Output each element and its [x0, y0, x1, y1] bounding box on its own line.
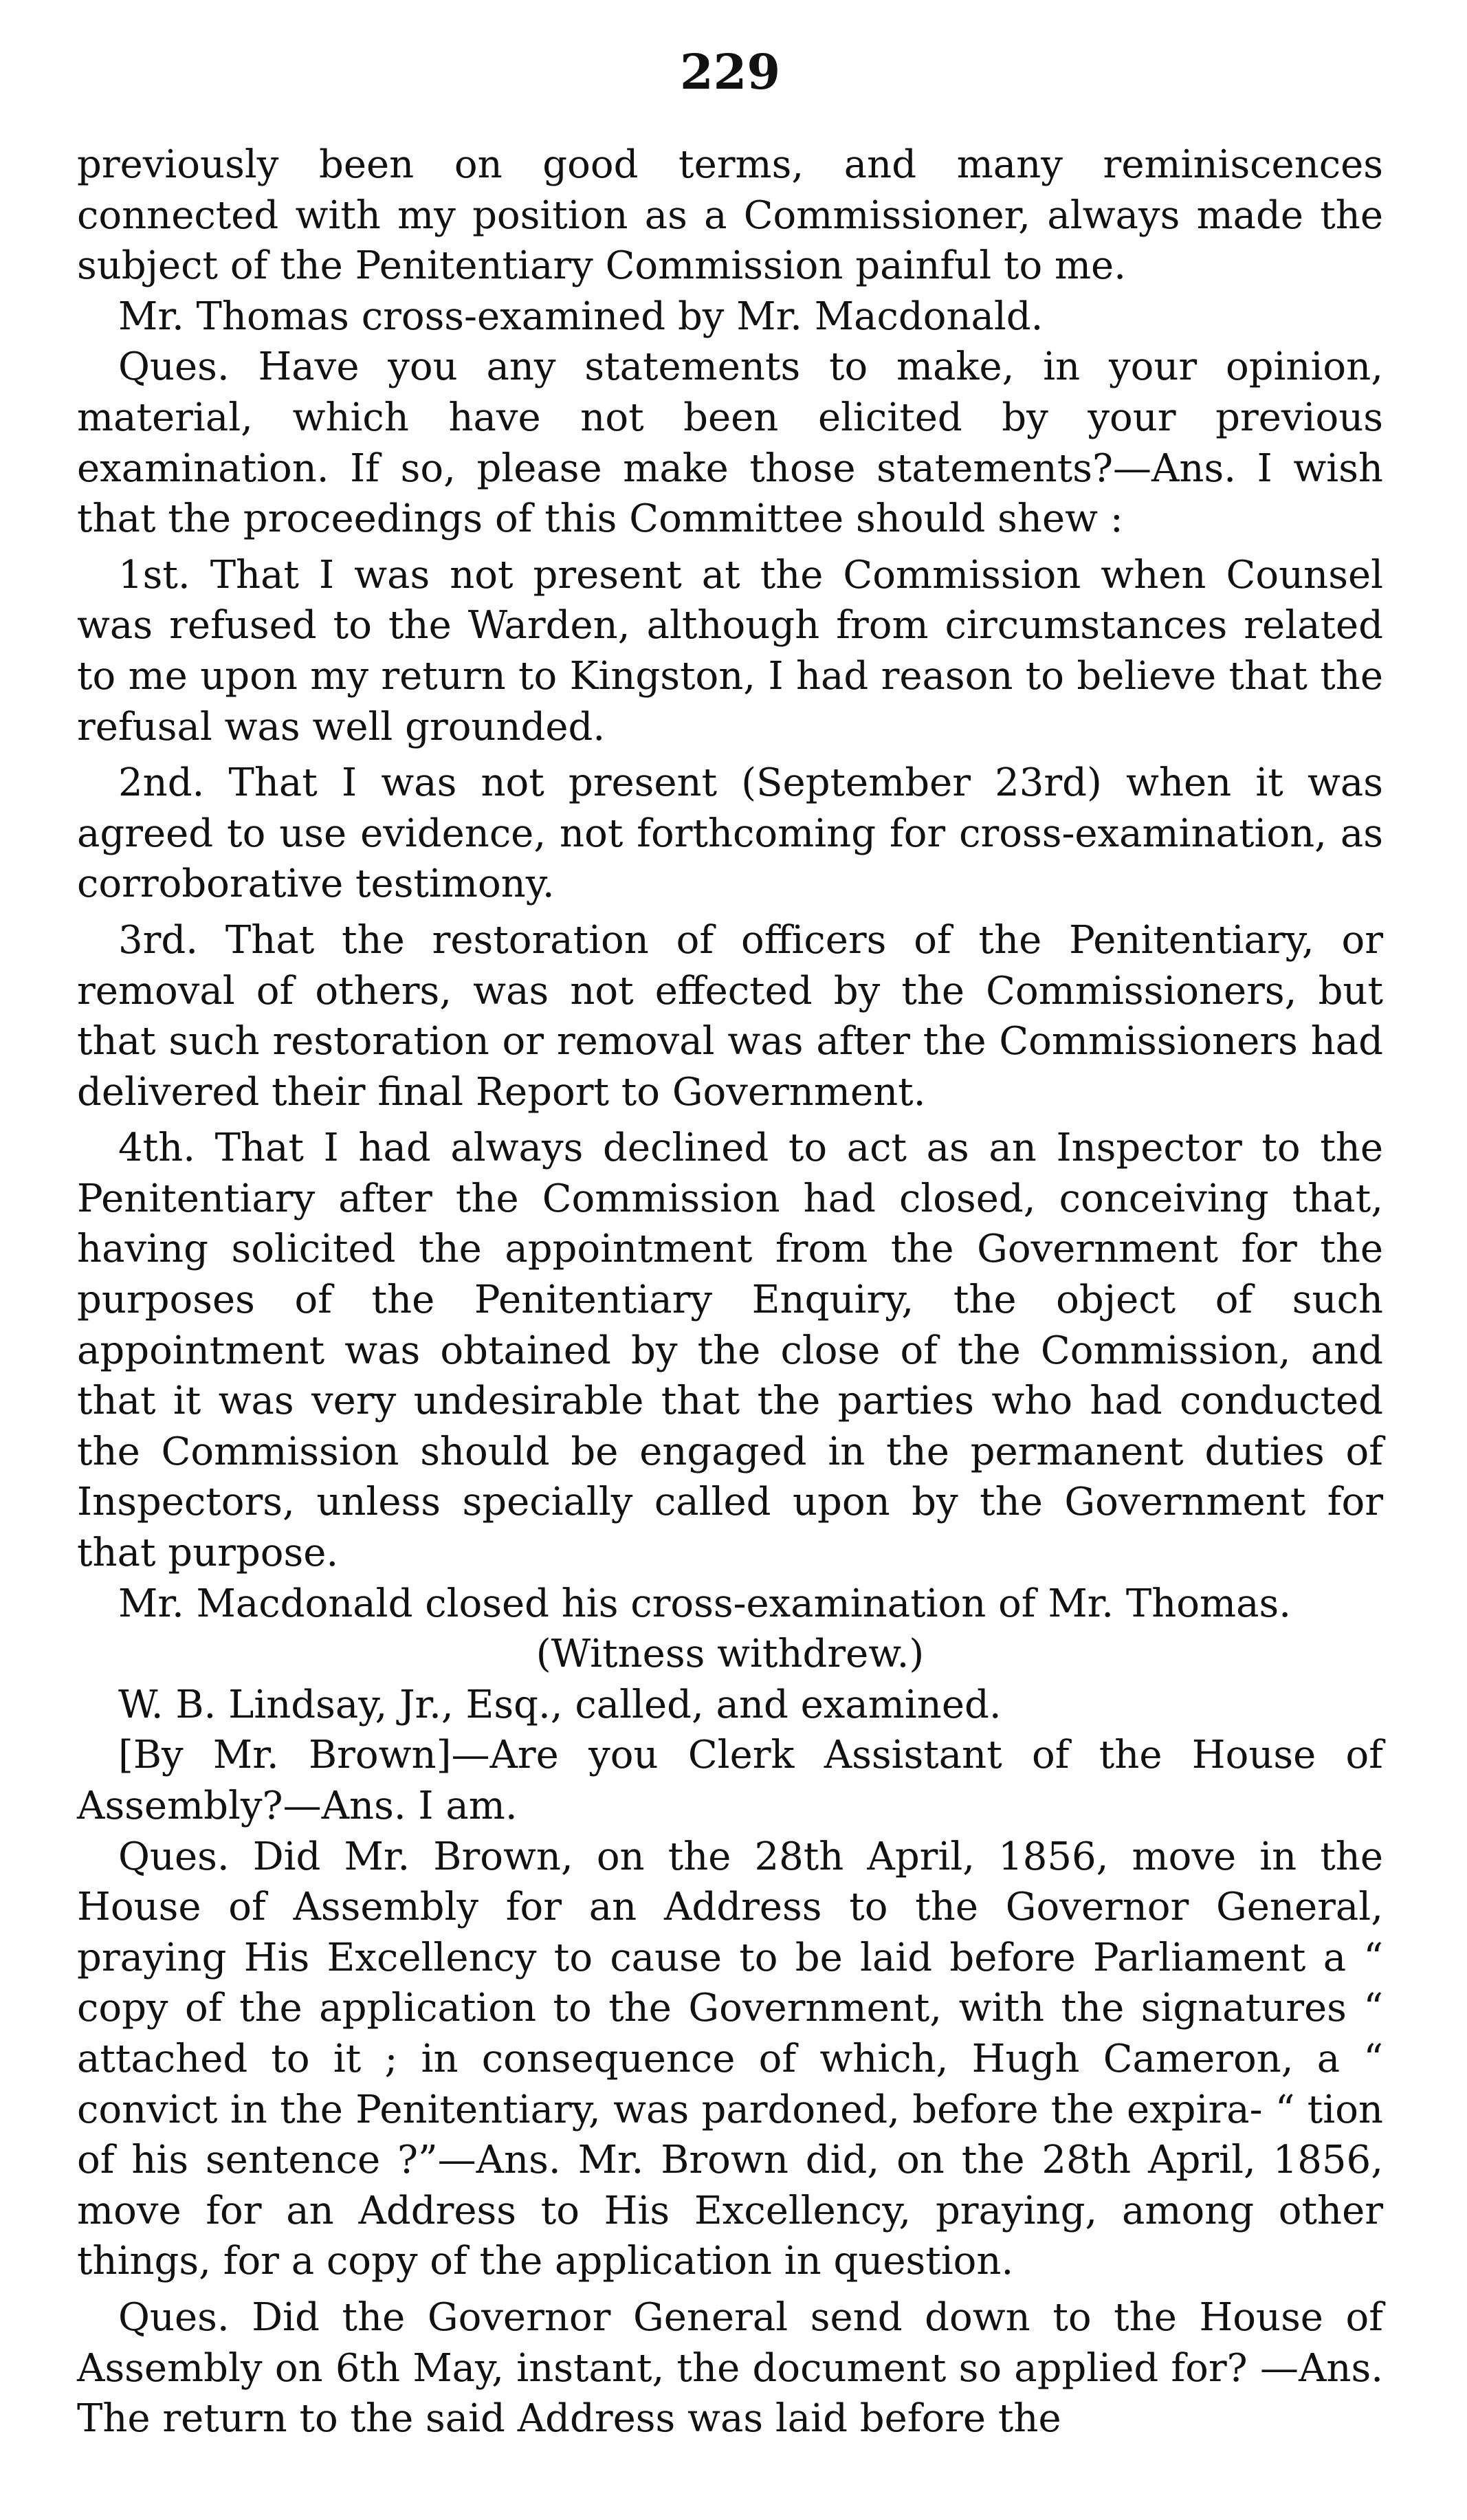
question-clerk-assistant: [By Mr. Brown]—Are you Clerk Assistant of the House of Assembly?—Ans. I am.: [77, 1733, 1383, 1828]
document-page: [77, 43, 1383, 2496]
body-text: [77, 140, 1383, 2444]
statement-first: 1st. That I was not present at the Commission when Counsel was refused to the Warden, although from circumstances related to me upon my return to Kingston, I had reason to believe that the refusal was well grounded.: [77, 552, 1383, 749]
cross-examination-closed: Mr. Macdonald closed his cross-examination of Mr. Thomas.: [118, 1581, 1292, 1626]
question-document-sent: Ques. Did the Governor General send down to the House of Assembly on 6th May, instant, the document so applied for? —Ans. The return to the said Address was laid before the: [77, 2294, 1383, 2442]
statement-third: 3rd. That the restoration of officers of the Penitentiary, or removal of others, was not effected by the Commissioners, but that such restoration or removal was after the Commissioners had delivered their final Report to Government.: [77, 917, 1383, 1115]
statement-second: 2nd. That I was not present (September 23rd) when it was agreed to use evidence, not forthcoming for cross-examination, as corroborative testimony.: [77, 760, 1383, 907]
cross-examination-note: Mr. Thomas cross-examined by Mr. Macdonald.: [118, 294, 1044, 339]
question-motion-address: Ques. Did Mr. Brown, on the 28th April, 1856, move in the House of Assembly for an Address to the Governor General, praying His Excellency to cause to be laid before Parliament a “ copy of the application to the Government, with the signatures “ attached to it ; in consequence of which, Hugh Cameron, a “ convict in the Penitentiary, was pardoned, before the expira- “ tion of his sentence ?”—Ans. Mr. Brown did, on the 28th April, 1856, move for an Address to His Excellency, praying, among other things, for a copy of the application in question.: [77, 1834, 1383, 2284]
witness-called: W. B. Lindsay, Jr., Esq., called, and examined.: [118, 1682, 1002, 1727]
witness-withdrew: (Witness withdrew.): [536, 1632, 925, 1677]
statement-fourth: 4th. That I had always declined to act as an Inspector to the Penitentiary after the Commission had closed, conceiving that, having solicited the appointment from the Government for the purposes of the Penitentiary Enquiry, the object of such appointment was obtained by the close of the Commission, and that it was very undesirable that the parties who had conducted the Commission should be engaged in the permanent duties of Inspectors, unless specially called upon by the Government for that purpose.: [77, 1126, 1383, 1576]
question-statements: Ques. Have you any statements to make, in your opinion, material, which have not been elicited by your previous examination. If so, please make those statements?—Ans. I wish that the proceedings of this Committee should shew :: [77, 344, 1383, 542]
paragraph-continuation: previously been on good terms, and many reminiscences connected with my position as a Commissioner, always made the subject of the Penitentiary Commission painful to me.: [77, 142, 1383, 289]
page-number: 229: [679, 43, 781, 100]
